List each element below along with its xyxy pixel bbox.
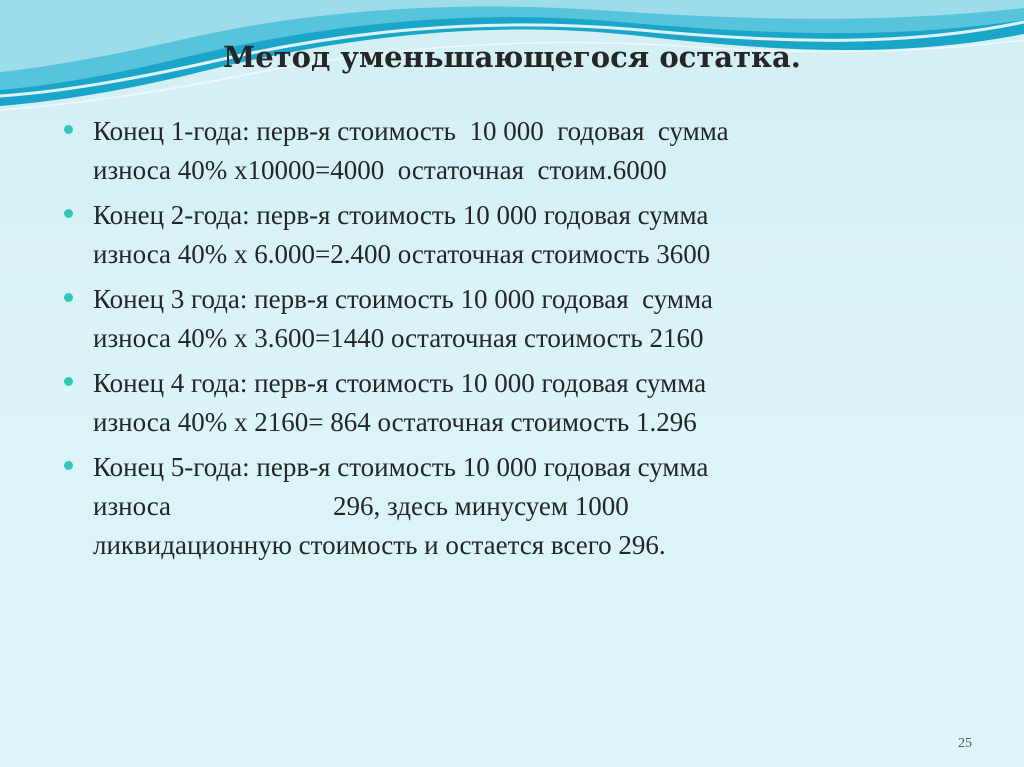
- bullet-dot-icon: [64, 377, 73, 386]
- bullet-line: износа 40% х 6.000=2.400 остаточная стоимость 3600: [93, 239, 711, 269]
- bullet-item-4: [60, 364, 960, 442]
- bullet-line: ликвидационную стоимость и остается всего 296.: [93, 530, 666, 560]
- page-number: 25: [958, 736, 972, 751]
- bullet-dot-icon: [64, 461, 73, 470]
- bullet-item-3: [60, 280, 960, 358]
- bullet-line: Конец 1-года: перв-я стоимость 10 000 годовая сумма: [93, 116, 729, 146]
- bullet-dot-icon: [64, 125, 73, 134]
- bullet-line: износа 40% х 3.600=1440 остаточная стоимость 2160: [93, 323, 704, 353]
- bullet-item-1: [60, 112, 960, 190]
- bullet-line: износа 40% х 2160= 864 остаточная стоимость 1.296: [93, 407, 697, 437]
- bullet-dot-icon: [64, 209, 73, 218]
- bullet-dot-icon: [64, 293, 73, 302]
- bullet-line: Конец 5-года: перв-я стоимость 10 000 годовая сумма: [93, 452, 709, 482]
- bullet-item-2: [60, 196, 960, 274]
- bullet-line: Конец 3 года: перв-я стоимость 10 000 годовая сумма: [93, 284, 713, 314]
- bullet-list: [60, 112, 960, 571]
- slide-title: Метод уменьшающегося остатка.: [223, 40, 801, 74]
- bullet-item-5: [60, 448, 960, 565]
- bullet-line: износа 296, здесь минусуем 1000: [93, 491, 629, 521]
- bullet-line: Конец 4 года: перв-я стоимость 10 000 годовая сумма: [93, 368, 707, 398]
- bullet-line: Конец 2-года: перв-я стоимость 10 000 годовая сумма: [93, 200, 709, 230]
- bullet-line: износа 40% х10000=4000 остаточная стоим.6000: [93, 155, 667, 185]
